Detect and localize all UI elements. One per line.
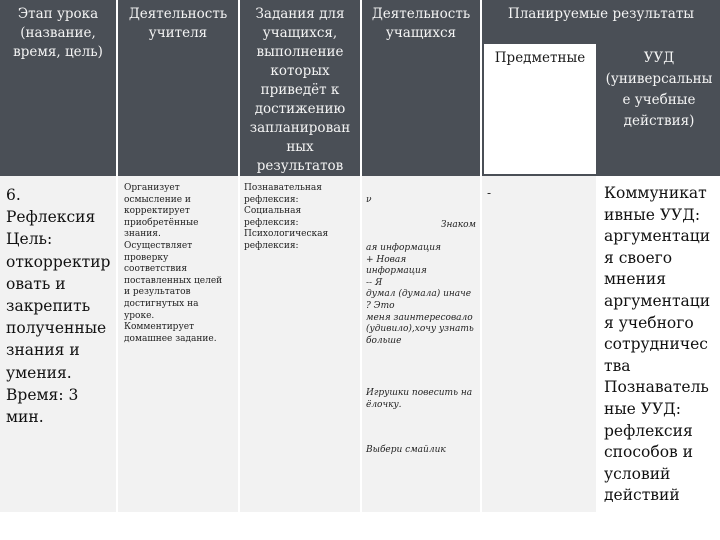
- subheader-subject: Предметные: [494, 50, 586, 66]
- student-activity-mark: ν: [366, 194, 372, 205]
- subheader-uud: УУД (универсальны е учебные действия): [605, 50, 713, 129]
- header-stage: Этап урока (название, время, цель): [13, 6, 103, 60]
- header-tasks: Задания для учащихся, выполнение которых приведёт к достижению запланирован ных результатов: [249, 6, 351, 174]
- teacher-activity-text: Организует осмысление и корректирует приобретённые знания. Осуществляет проверку соответствия поставленных целей и результатов достигнутых на уроке. Комментирует домашнее задание.: [124, 183, 223, 344]
- body-cell-subject: [482, 176, 596, 512]
- student-activity-toys: Игрушки повесить на ёлочку.: [366, 387, 473, 410]
- student-activity-known: Знаком: [440, 219, 476, 230]
- uud-text: Коммуникат ивные УУД: аргументаци я своего мнения аргументаци я учебного сотрудничес тва Познаватель ные УУД: рефлексия способов и условий действий: [604, 184, 711, 505]
- header-results: Планируемые результаты: [507, 6, 695, 22]
- student-activity: [366, 183, 476, 468]
- subject-results-text: -: [487, 186, 492, 200]
- header-teacher: Деятельность учителя: [128, 6, 228, 41]
- student-activity-smiley: Выбери смайлик: [366, 444, 446, 455]
- stage-text: 6. Рефлексия Цель: откорректир овать и закрепить полученные знания и умения. Время: 3 мин.: [6, 186, 111, 427]
- tasks-text: Познавательная рефлексия: Социальная рефлексия: Психологическая рефлексия:: [244, 183, 329, 251]
- header-students: Деятельность учащихся: [371, 6, 471, 41]
- student-activity-list: ая информация + Новая информация -- Я думал (думала) иначе ? Это меня заинтересовало (удивило),хочу узнать больше: [366, 242, 474, 346]
